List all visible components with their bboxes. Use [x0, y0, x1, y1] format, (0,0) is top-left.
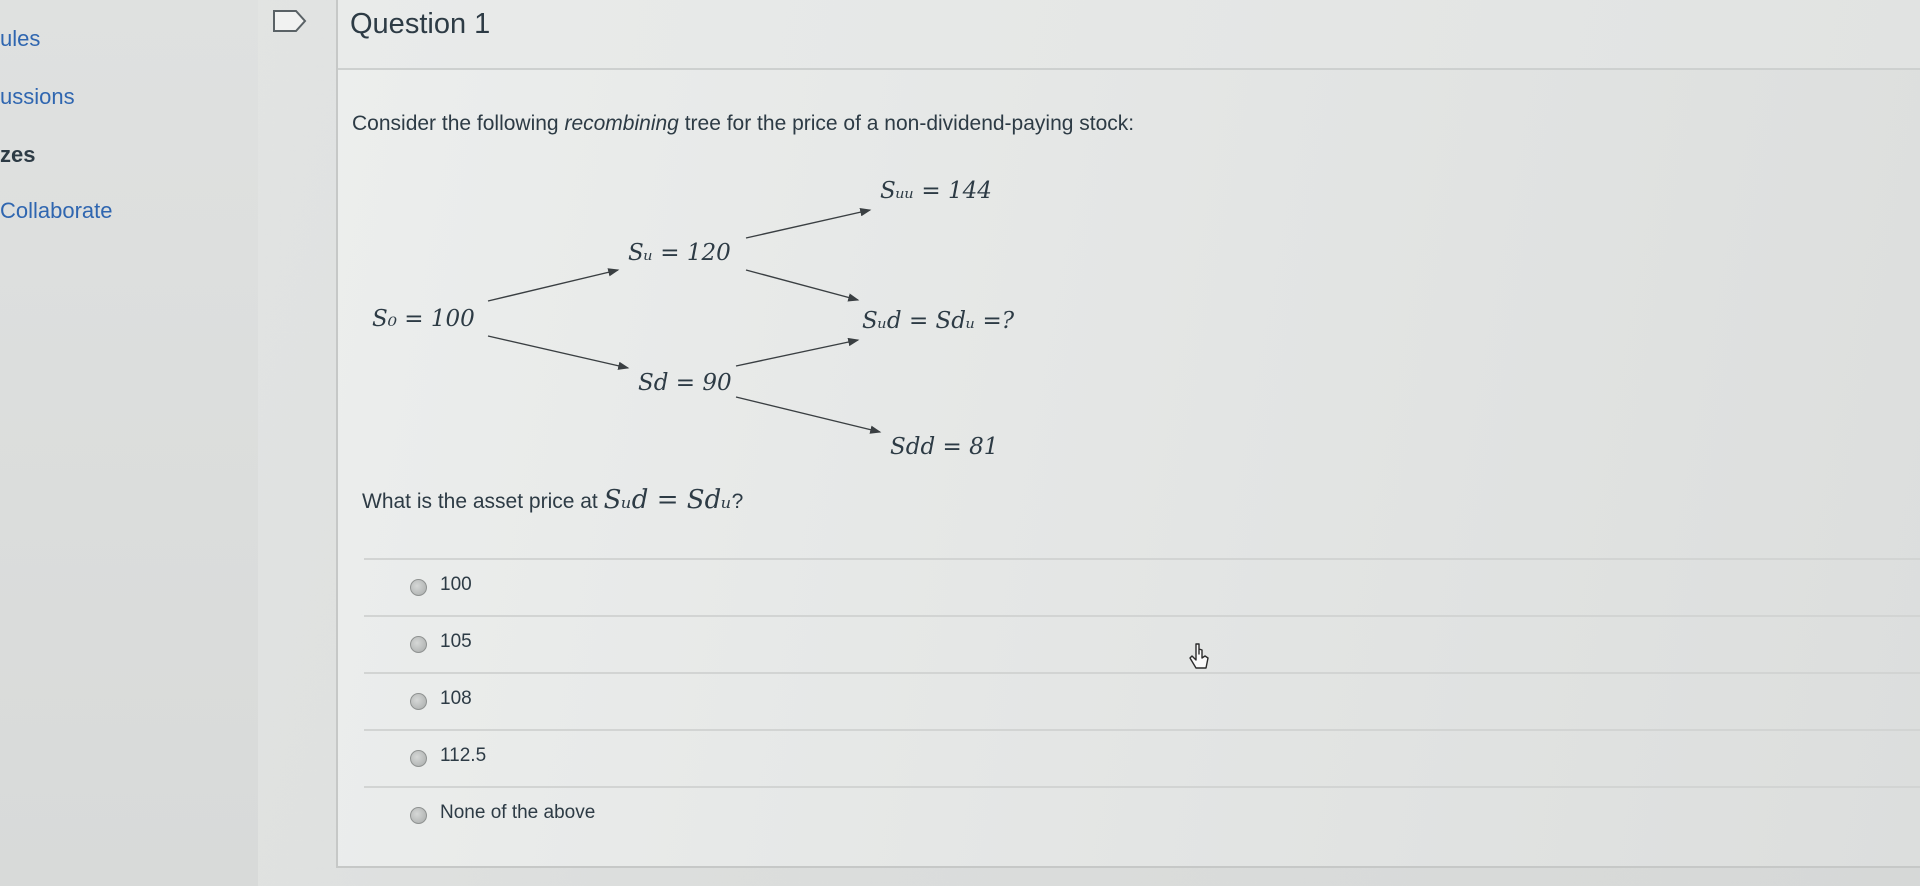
prompt-math: Sᵤ𝑑 = S𝑑ᵤ [603, 485, 732, 515]
nav-item-modules[interactable]: ules [0, 26, 41, 51]
tree-edge-sd-sdd [736, 397, 880, 432]
question-prompt [362, 485, 743, 515]
binomial-tree-diagram [338, 160, 1098, 480]
question-header [338, 0, 1920, 70]
question-text-before: Consider the following [352, 112, 565, 135]
answer-option[interactable] [364, 786, 1920, 843]
course-nav [0, 0, 258, 886]
node-sud: Sᵤ𝑑 = S𝑑ᵤ =? [862, 308, 1015, 334]
answer-label[interactable]: 100 [440, 574, 472, 595]
node-sdd: S𝑑𝑑 = 81 [890, 434, 999, 460]
node-s0: S₀ = 100 [372, 306, 475, 332]
answer-radio[interactable] [410, 693, 427, 710]
answer-option[interactable] [364, 729, 1920, 786]
tree-edge-su-sud [746, 270, 858, 300]
question-text-after: tree for the price of a non-dividend-paying stock: [678, 112, 1135, 135]
nav-item-quizzes[interactable]: zes [0, 142, 36, 167]
answer-label[interactable]: None of the above [440, 802, 596, 823]
answer-option[interactable] [364, 615, 1920, 672]
answer-label[interactable]: 112.5 [440, 745, 487, 766]
mouse-pointer-icon [1188, 642, 1210, 672]
tree-edge-sd-sud [736, 340, 858, 366]
answer-radio[interactable] [410, 807, 427, 824]
answer-radio[interactable] [410, 579, 427, 596]
question-title: Question 1 [350, 8, 491, 40]
question-text [352, 112, 1134, 136]
nav-item-discussions[interactable]: ussions [0, 84, 75, 109]
answer-label[interactable]: 105 [440, 631, 472, 652]
tree-edge-s0-su [488, 270, 618, 301]
answer-label[interactable]: 108 [440, 688, 472, 709]
prompt-text-after: ? [731, 490, 744, 513]
answer-option[interactable] [364, 672, 1920, 729]
prompt-text-before: What is the asset price at [362, 490, 604, 513]
tree-edge-su-suu [746, 210, 870, 238]
tree-edge-s0-sd [488, 336, 628, 368]
answer-radio[interactable] [410, 636, 427, 653]
question-text-emphasis: recombining [564, 112, 679, 135]
node-sd: S𝑑 = 90 [638, 370, 732, 396]
answer-list [364, 558, 1920, 843]
answer-option[interactable] [364, 558, 1920, 615]
nav-item-collaborate[interactable]: Collaborate [0, 198, 113, 223]
node-suu: Sᵤᵤ = 144 [880, 178, 992, 204]
node-su: Sᵤ = 120 [628, 240, 731, 266]
answer-radio[interactable] [410, 750, 427, 767]
question-card [336, 0, 1920, 868]
flag-question-icon[interactable] [272, 9, 308, 33]
